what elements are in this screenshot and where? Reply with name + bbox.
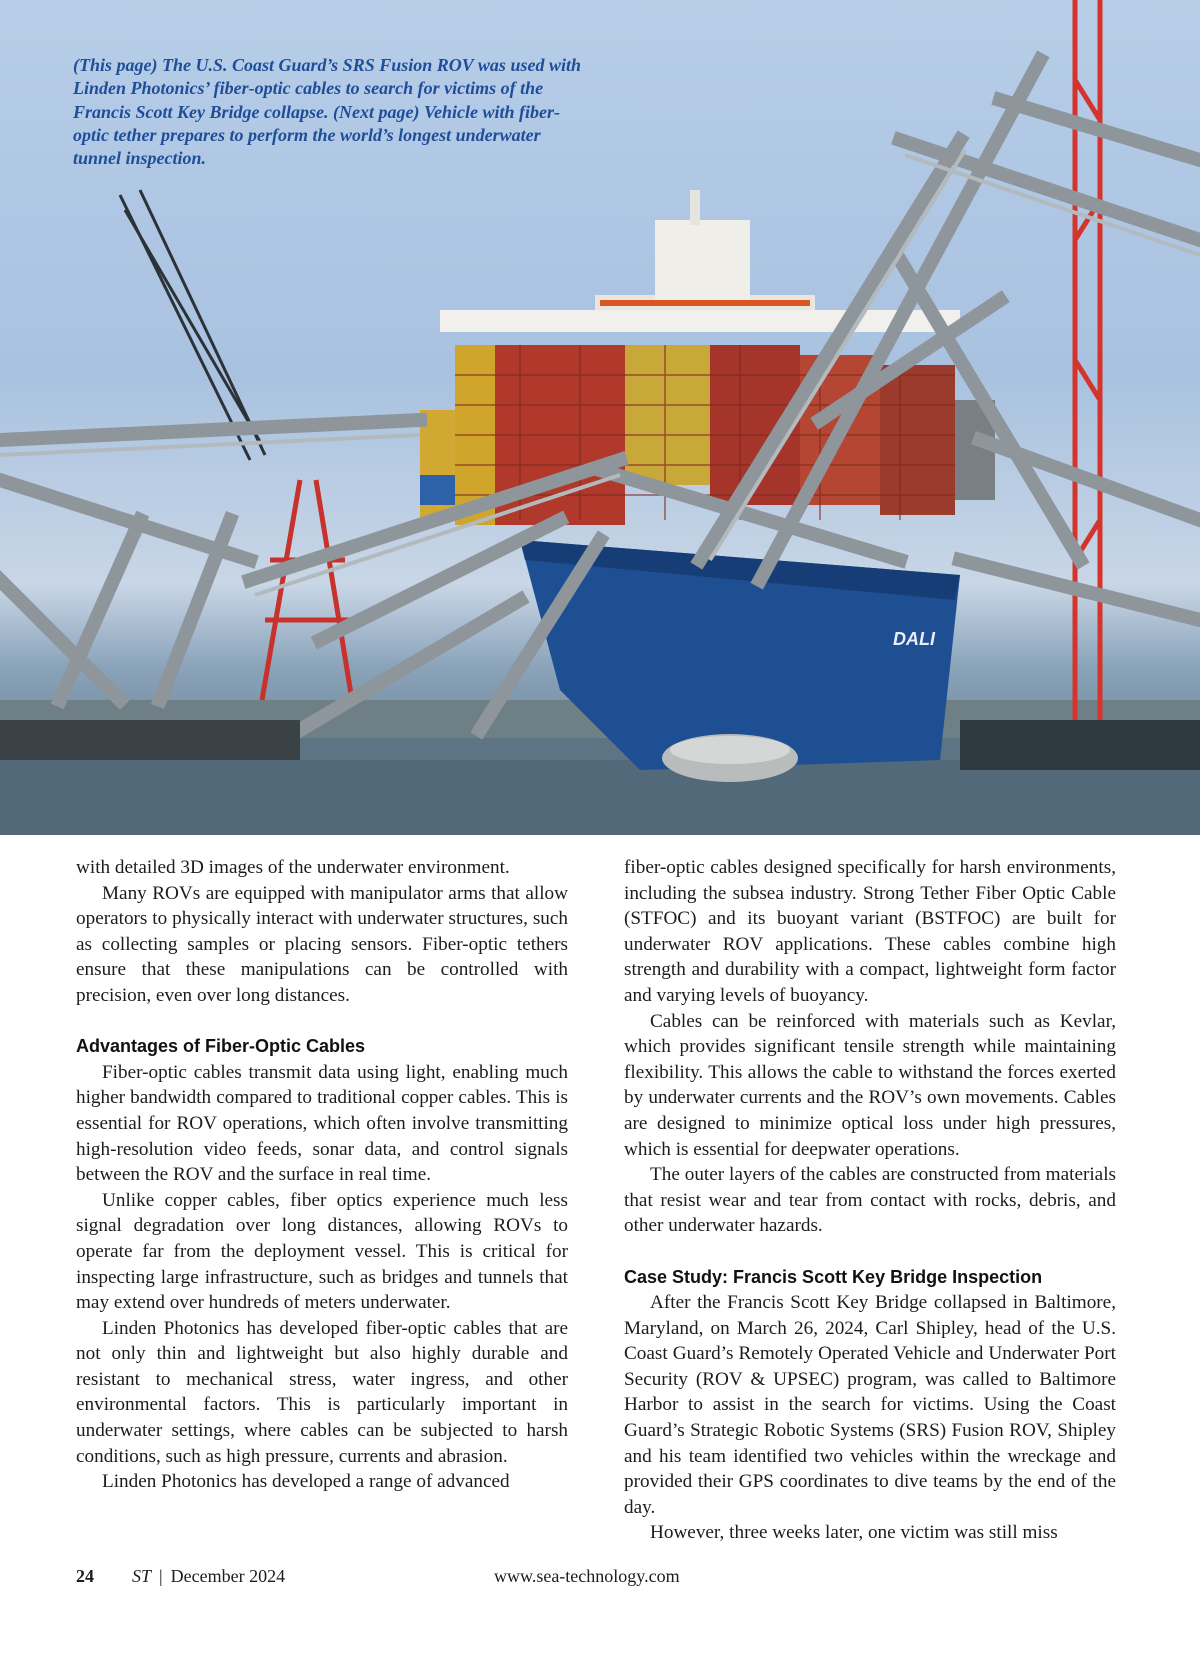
page-footer [76,1566,1126,1596]
website-url: www.sea-technology.com [494,1566,680,1586]
right-column [624,855,1116,1546]
left-paragraph-5: Linden Photonics has developed fiber-optic cables that are not only thin and lightweight but also highly durable and resistant to mechanical stress, water ingress, and other environmental factors. This is particularly important in underwater settings, where cables can be subjected to harsh conditions, such as high pressure, currents and abrasion. [76,1317,568,1467]
footer-separator: | [159,1566,163,1586]
left-column [76,855,568,1495]
magazine-name: ST [132,1566,152,1586]
section-heading-advantages: Advantages of Fiber-Optic Cables [76,1036,366,1057]
left-paragraph-2: Many ROVs are equipped with manipulator arms that allow operators to physically interact with underwater structures, such as collecting samples or placing sensors. Fiber-optic tethers ensure that these manipulations can be controlled with precision, even over long distances. [76,882,568,1006]
right-paragraph-2: Cables can be reinforced with materials such as Kevlar, which provides significant tensile strength while maintaining flexibility. This allows the cable to withstand the forces exerted by underwater currents and the ROV’s own movements. Cables are designed to minimize optical loss under high pressures, which is essential for deepwater operations. [624,1010,1116,1160]
right-paragraph-5: However, three weeks later, one victim was still miss [650,1522,1058,1544]
ship-name: DALI [893,629,935,649]
hero-photo [0,0,1200,835]
magazine-issue [132,1566,285,1587]
section-heading-case-study: Case Study: Francis Scott Key Bridge Inspection [624,1266,1043,1287]
right-paragraph-1: fiber-optic cables designed specifically for harsh environments, including the subsea industry. Strong Tether Fiber Optic Cable (STFOC) and its buoyant variant (BSTFOC) are built for underwater ROV applications. These cables combine high strength and durability with a compact, lightweight form factor and varying levels of buoyancy. [624,857,1116,1006]
page-number: 24 [76,1566,94,1586]
left-paragraph-1: with detailed 3D images of the underwater environment. [76,857,510,878]
left-paragraph-4: Unlike copper cables, fiber optics experience much less signal degradation over long distances, allowing ROVs to operate far from the deployment vessel. This is critical for inspecting large infrastructure, such as bridges and tunnels that may extend over hundreds of meters underwater. [76,1189,568,1314]
right-paragraph-3: The outer layers of the cables are constructed from materials that resist wear and tear from contact with rocks, debris, and other underwater hazards. [624,1164,1116,1237]
issue-date: December 2024 [170,1566,286,1586]
right-paragraph-4: After the Francis Scott Key Bridge collapsed in Baltimore, Maryland, on March 26, 2024, Carl Shipley, head of the U.S. Coast Guard’s Remotely Operated Vehicle and Underwater Port Security (ROV & UPSEC) program, was called to Baltimore Harbor to assist in the search for victims. Using the Coast Guard’s Strategic Robotic Systems (SRS) Fusion ROV, Shipley and his team identified two vehicles within the wreckage and provided their GPS coordinates to dive teams by the end of the day. [624,1292,1116,1518]
photo-caption: (This page) The U.S. Coast Guard’s SRS Fusion ROV was used with Linden Photonics’ fiber-optic cables to search for victims of the Francis Scott Key Bridge collapse. (Next page) Vehicle with fiber-optic tether prepares to perform the world’s longest underwater tunnel inspection. [73,55,581,169]
left-paragraph-3: Fiber-optic cables transmit data using light, enabling much higher bandwidth compared to traditional copper cables. This is essential for ROV operations, which often involve transmitting high-resolution video feeds, sonar data, and control signals between the ROV and the surface in real time. [76,1061,568,1186]
left-paragraph-6: Linden Photonics has developed a range of advanced [102,1471,510,1493]
